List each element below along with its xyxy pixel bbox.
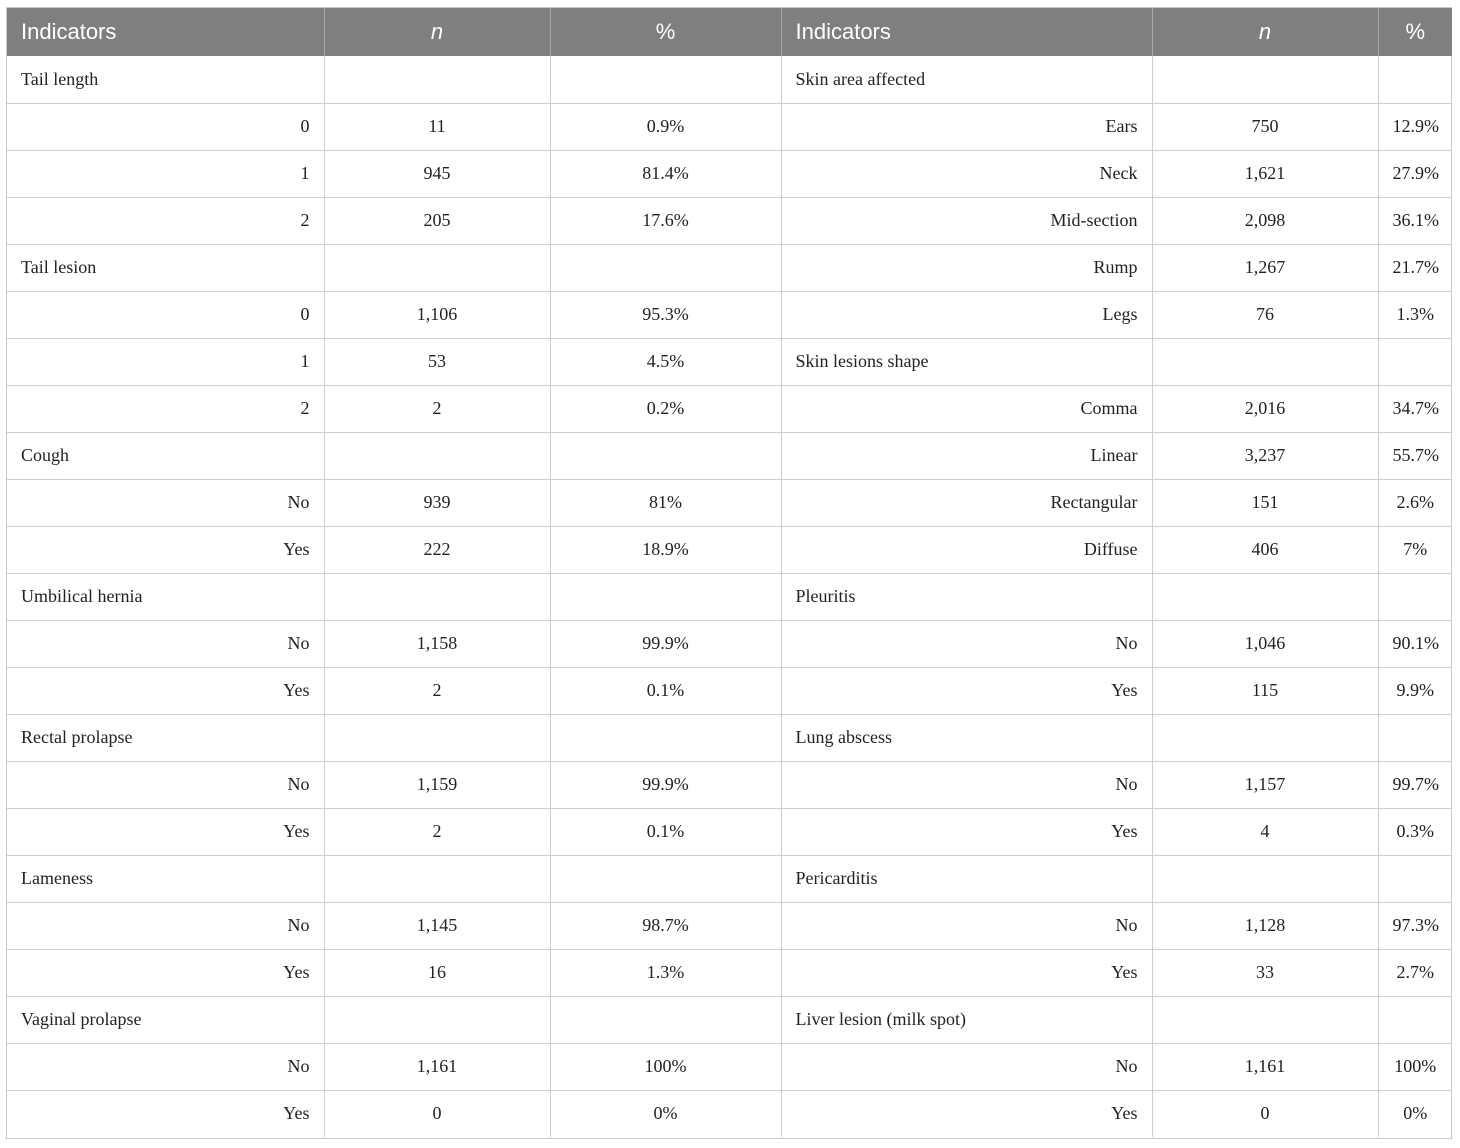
table-row <box>7 1090 1452 1137</box>
table-row <box>7 479 1452 526</box>
header-n-left: n <box>324 8 550 56</box>
left-percent-value: 81.4% <box>550 150 781 197</box>
table-row <box>7 761 1452 808</box>
table-row <box>7 1043 1452 1090</box>
left-indicator-group: Lameness <box>7 855 324 902</box>
right-n-value: 1,128 <box>1152 902 1378 949</box>
right-percent-value: 21.7% <box>1378 244 1452 291</box>
right-indicator-category: No <box>781 761 1152 808</box>
left-n-value: 11 <box>324 103 550 150</box>
left-n-value <box>324 714 550 761</box>
left-indicator-group: Vaginal prolapse <box>7 996 324 1043</box>
right-indicator-group: Liver lesion (milk spot) <box>781 996 1152 1043</box>
right-indicator-category: Comma <box>781 385 1152 432</box>
indicators-table <box>7 8 1452 1137</box>
table-row <box>7 949 1452 996</box>
right-n-value: 4 <box>1152 808 1378 855</box>
right-indicator-category: Linear <box>781 432 1152 479</box>
left-percent-value <box>550 855 781 902</box>
right-n-value: 76 <box>1152 291 1378 338</box>
right-n-value <box>1152 714 1378 761</box>
left-indicator-group: Tail lesion <box>7 244 324 291</box>
right-percent-value: 9.9% <box>1378 667 1452 714</box>
left-indicator-category: Yes <box>7 526 324 573</box>
table-row <box>7 197 1452 244</box>
right-indicator-group: Lung abscess <box>781 714 1152 761</box>
right-n-value: 115 <box>1152 667 1378 714</box>
right-n-value: 1,161 <box>1152 1043 1378 1090</box>
left-percent-value <box>550 432 781 479</box>
right-percent-value <box>1378 338 1452 385</box>
left-indicator-category: Yes <box>7 808 324 855</box>
left-percent-value: 99.9% <box>550 620 781 667</box>
right-n-value: 406 <box>1152 526 1378 573</box>
header-indicators-right: Indicators <box>781 8 1152 56</box>
left-percent-value: 100% <box>550 1043 781 1090</box>
left-n-value: 1,159 <box>324 761 550 808</box>
right-percent-value <box>1378 714 1452 761</box>
right-percent-value: 12.9% <box>1378 103 1452 150</box>
right-indicator-category: Yes <box>781 949 1152 996</box>
left-n-value: 1,158 <box>324 620 550 667</box>
left-n-value <box>324 996 550 1043</box>
table-row <box>7 56 1452 103</box>
right-n-value: 3,237 <box>1152 432 1378 479</box>
table-row <box>7 667 1452 714</box>
table-row <box>7 291 1452 338</box>
right-indicator-category: Yes <box>781 808 1152 855</box>
left-n-value: 2 <box>324 808 550 855</box>
right-percent-value: 7% <box>1378 526 1452 573</box>
table-row <box>7 244 1452 291</box>
left-indicator-category: 1 <box>7 338 324 385</box>
table-row <box>7 996 1452 1043</box>
right-indicator-category: Rectangular <box>781 479 1152 526</box>
right-n-value <box>1152 996 1378 1043</box>
table-row <box>7 432 1452 479</box>
right-indicator-group: Pleuritis <box>781 573 1152 620</box>
right-percent-value: 97.3% <box>1378 902 1452 949</box>
left-indicator-category: Yes <box>7 949 324 996</box>
table-row <box>7 385 1452 432</box>
left-indicator-category: Yes <box>7 1090 324 1137</box>
left-percent-value: 0.1% <box>550 667 781 714</box>
right-indicator-category: Mid-section <box>781 197 1152 244</box>
left-indicator-group: Rectal prolapse <box>7 714 324 761</box>
right-n-value: 1,046 <box>1152 620 1378 667</box>
left-indicator-category: No <box>7 479 324 526</box>
right-percent-value: 100% <box>1378 1043 1452 1090</box>
left-n-value: 1,161 <box>324 1043 550 1090</box>
table-body <box>7 56 1452 1137</box>
left-percent-value: 0.2% <box>550 385 781 432</box>
right-percent-value <box>1378 996 1452 1043</box>
left-n-value: 2 <box>324 385 550 432</box>
right-indicator-category: Ears <box>781 103 1152 150</box>
right-indicator-group: Skin area affected <box>781 56 1152 103</box>
left-n-value <box>324 432 550 479</box>
left-percent-value <box>550 244 781 291</box>
left-indicator-category: Yes <box>7 667 324 714</box>
left-n-value: 222 <box>324 526 550 573</box>
right-percent-value: 55.7% <box>1378 432 1452 479</box>
right-percent-value: 90.1% <box>1378 620 1452 667</box>
right-indicator-category: No <box>781 620 1152 667</box>
table-row <box>7 855 1452 902</box>
left-n-value: 0 <box>324 1090 550 1137</box>
left-n-value: 2 <box>324 667 550 714</box>
right-n-value: 750 <box>1152 103 1378 150</box>
header-n-right: n <box>1152 8 1378 56</box>
right-n-value <box>1152 56 1378 103</box>
right-percent-value: 2.6% <box>1378 479 1452 526</box>
table-row <box>7 103 1452 150</box>
table-row <box>7 902 1452 949</box>
left-indicator-category: 1 <box>7 150 324 197</box>
right-n-value: 151 <box>1152 479 1378 526</box>
right-n-value: 2,016 <box>1152 385 1378 432</box>
left-n-value: 1,145 <box>324 902 550 949</box>
right-percent-value <box>1378 855 1452 902</box>
left-n-value: 53 <box>324 338 550 385</box>
left-n-value <box>324 855 550 902</box>
right-indicator-category: Diffuse <box>781 526 1152 573</box>
left-indicator-category: No <box>7 1043 324 1090</box>
right-indicator-category: Yes <box>781 1090 1152 1137</box>
table-row <box>7 714 1452 761</box>
right-percent-value: 99.7% <box>1378 761 1452 808</box>
left-percent-value: 18.9% <box>550 526 781 573</box>
right-n-value <box>1152 855 1378 902</box>
right-n-value <box>1152 338 1378 385</box>
left-n-value <box>324 56 550 103</box>
left-percent-value: 0% <box>550 1090 781 1137</box>
table-row <box>7 808 1452 855</box>
right-indicator-category: No <box>781 1043 1152 1090</box>
right-n-value <box>1152 573 1378 620</box>
right-indicator-category: Yes <box>781 667 1152 714</box>
left-percent-value <box>550 573 781 620</box>
right-n-value: 0 <box>1152 1090 1378 1137</box>
left-n-value: 1,106 <box>324 291 550 338</box>
left-percent-value <box>550 714 781 761</box>
left-indicator-category: 0 <box>7 103 324 150</box>
left-indicator-category: No <box>7 902 324 949</box>
header-percent-right: % <box>1378 8 1452 56</box>
left-percent-value: 0.1% <box>550 808 781 855</box>
left-percent-value <box>550 996 781 1043</box>
right-indicator-group: Pericarditis <box>781 855 1152 902</box>
left-indicator-category: No <box>7 620 324 667</box>
left-percent-value: 1.3% <box>550 949 781 996</box>
header-percent-left: % <box>550 8 781 56</box>
right-percent-value: 34.7% <box>1378 385 1452 432</box>
left-percent-value: 95.3% <box>550 291 781 338</box>
left-indicator-category: 2 <box>7 197 324 244</box>
left-indicator-category: 0 <box>7 291 324 338</box>
right-n-value: 1,267 <box>1152 244 1378 291</box>
right-percent-value: 0.3% <box>1378 808 1452 855</box>
right-n-value: 33 <box>1152 949 1378 996</box>
left-indicator-group: Umbilical hernia <box>7 573 324 620</box>
right-n-value: 1,157 <box>1152 761 1378 808</box>
right-indicator-category: Rump <box>781 244 1152 291</box>
left-percent-value: 99.9% <box>550 761 781 808</box>
table-row <box>7 526 1452 573</box>
left-n-value <box>324 573 550 620</box>
left-indicator-category: No <box>7 761 324 808</box>
left-indicator-group: Tail length <box>7 56 324 103</box>
right-percent-value <box>1378 56 1452 103</box>
left-percent-value: 0.9% <box>550 103 781 150</box>
right-percent-value: 36.1% <box>1378 197 1452 244</box>
right-percent-value <box>1378 573 1452 620</box>
right-indicator-category: Legs <box>781 291 1152 338</box>
right-indicator-category: Neck <box>781 150 1152 197</box>
right-percent-value: 27.9% <box>1378 150 1452 197</box>
header-indicators-left: Indicators <box>7 8 324 56</box>
left-percent-value: 4.5% <box>550 338 781 385</box>
right-percent-value: 2.7% <box>1378 949 1452 996</box>
left-percent-value: 98.7% <box>550 902 781 949</box>
table-row <box>7 620 1452 667</box>
table-header-row <box>7 8 1452 56</box>
left-n-value: 945 <box>324 150 550 197</box>
left-n-value: 939 <box>324 479 550 526</box>
left-indicator-group: Cough <box>7 432 324 479</box>
left-indicator-category: 2 <box>7 385 324 432</box>
table-row <box>7 150 1452 197</box>
table-row <box>7 573 1452 620</box>
right-percent-value: 0% <box>1403 1103 1428 1124</box>
left-n-value: 16 <box>324 949 550 996</box>
right-indicator-group: Skin lesions shape <box>781 338 1152 385</box>
right-n-value: 2,098 <box>1152 197 1378 244</box>
table-row <box>7 338 1452 385</box>
left-n-value: 205 <box>324 197 550 244</box>
right-indicator-category: No <box>781 902 1152 949</box>
left-percent-value <box>550 56 781 103</box>
left-percent-value: 17.6% <box>550 197 781 244</box>
right-n-value: 1,621 <box>1152 150 1378 197</box>
left-percent-value: 81% <box>550 479 781 526</box>
right-percent-value: 1.3% <box>1378 291 1452 338</box>
left-n-value <box>324 244 550 291</box>
